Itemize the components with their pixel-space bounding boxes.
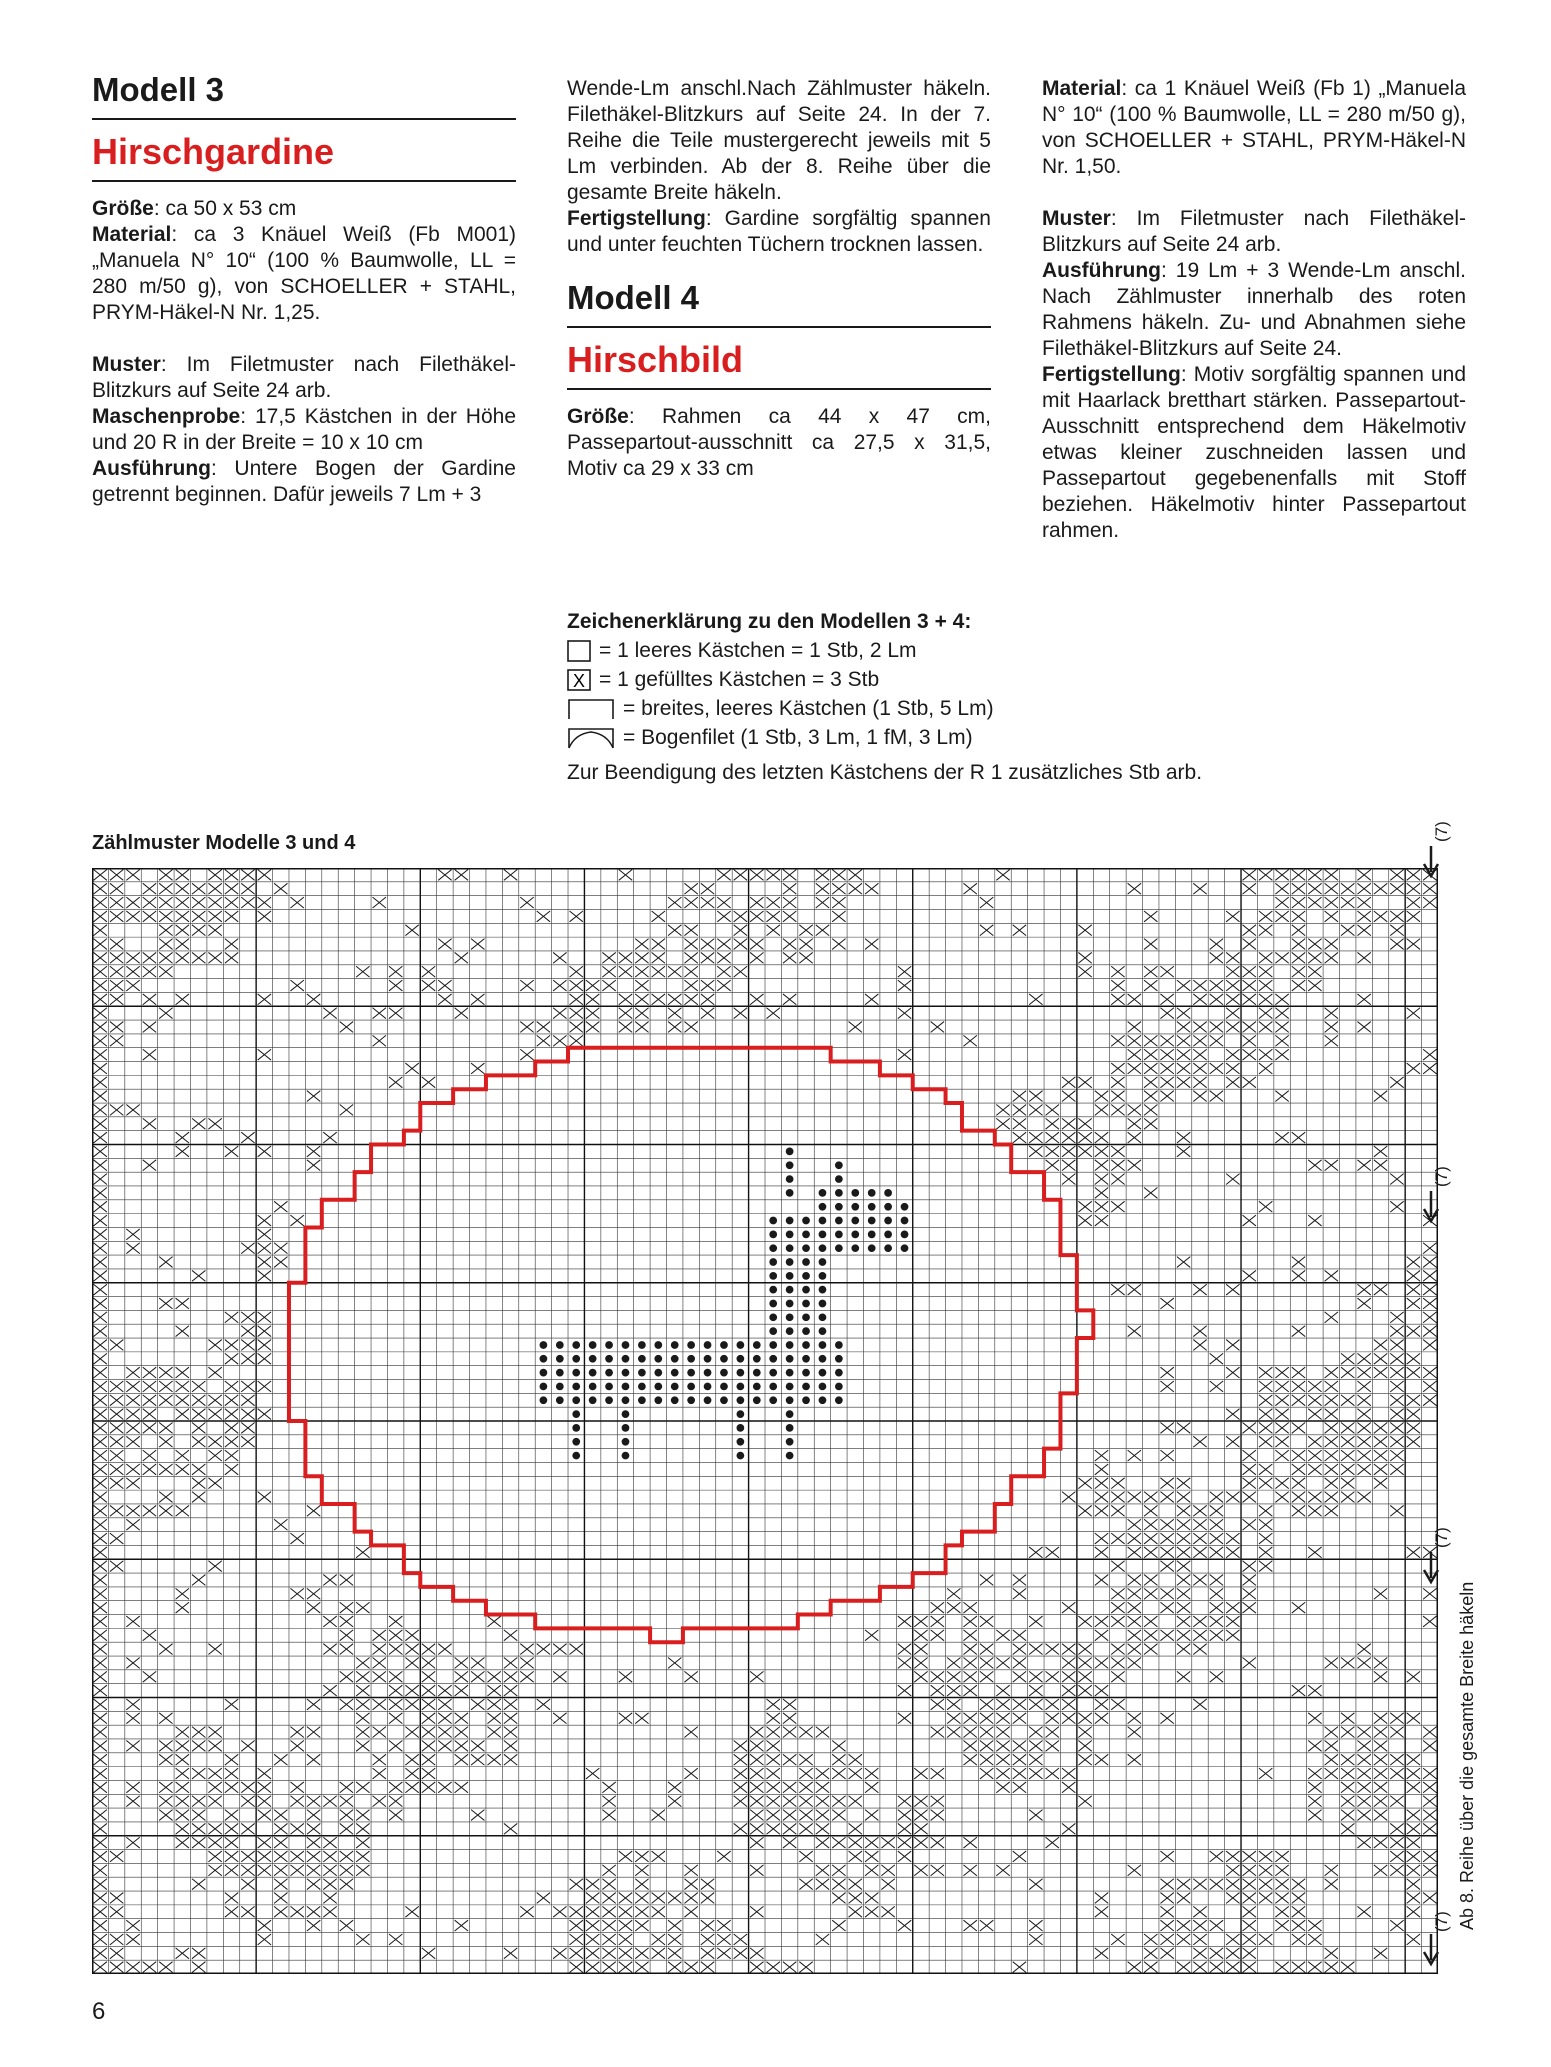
modell4-fertigstellung: Fertigstellung: Motiv sorgfältig spannen und mit Haarlack bretthart stärken. Passepartout-Ausschnitt entsprechend dem Häkelmotiv etwas kleiner zuschneiden lassen und Passepartout gegebenenfalls mit Stoff beziehen. Häkelmotiv hinter Passepartout rahmen.	[1042, 363, 1466, 542]
modell3-continuation-column	[567, 76, 991, 482]
modell3-ausfuehrung-cont: Wende-Lm anschl.Nach Zählmuster häkeln. Filethäkel-Blitzkurs auf Seite 24. In der 7. Reihe die Teile mustergerecht jeweils mit 5 Lm verbinden. Ab der 8. Reihe über die gesamte Breite häkeln.	[567, 77, 991, 204]
row-marker: (7)	[1432, 821, 1451, 842]
divider	[92, 118, 516, 120]
modell4-ausfuehrung: Ausführung: 19 Lm + 3 Wende-Lm anschl. Nach Zählmuster innerhalb des roten Rahmens häkeln. Zu- und Abnahmen siehe Filethäkel-Blitzkurs auf Seite 24.	[1042, 259, 1466, 360]
legend-note: Zur Beendigung des letzten Kästchens der R 1 zusätzliches Stb arb.	[567, 761, 1203, 784]
modell3-groesse: Größe: ca 50 x 53 cm	[92, 197, 297, 220]
modell4-title: Hirschbild	[567, 339, 744, 380]
legend-heading: Zeichenerklärung zu den Modellen 3 + 4:	[567, 610, 972, 633]
modell3-maschenprobe: Maschenprobe: 17,5 Kästchen in der Höhe und 20 R in der Breite = 10 x 10 cm	[92, 405, 516, 454]
modell4-material: Material: ca 1 Knäuel Weiß (Fb 1) „Manuela N° 10“ (100 % Baumwolle, LL = 280 m/50 g), von SCHOELLER + STAHL, PRYM-Häkel-N Nr. 1,50.	[1042, 77, 1466, 178]
down-arrow-icon	[1420, 1552, 1442, 1588]
page-number: 6	[92, 1998, 106, 2025]
filet-chart	[92, 868, 1438, 1974]
wide-box-icon	[567, 697, 617, 721]
down-arrow-icon	[1420, 1934, 1442, 1970]
modell4-groesse: Größe: Rahmen ca 44 x 47 cm, Passepartout-ausschnitt ca 27,5 x 31,5, Motiv ca 29 x 33 cm	[567, 405, 991, 480]
row-marker: (7)	[1432, 1911, 1451, 1932]
row-marker: (7)	[1432, 1166, 1451, 1187]
modell4-muster: Muster: Im Filetmuster nach Filethäkel-Blitzkurs auf Seite 24 arb.	[1042, 207, 1466, 256]
legend-item-wide: = breites, leeres Kästchen (1 Stb, 5 Lm)	[567, 694, 1202, 723]
modell3-material: Material: ca 3 Knäuel Weiß (Fb M001) „Manuela N° 10“ (100 % Baumwolle, LL = 280 m/50 g), von SCHOELLER + STAHL, PRYM-Häkel-N Nr. 1,25.	[92, 223, 516, 324]
divider	[567, 388, 991, 390]
modell3-heading: Modell 3	[92, 71, 225, 108]
chart-title: Zählmuster Modelle 3 und 4	[92, 832, 356, 854]
modell3-title: Hirschgardine	[92, 131, 335, 172]
modell4-heading: Modell 4	[567, 279, 700, 316]
modell3-muster: Muster: Im Filetmuster nach Filethäkel-Blitzkurs auf Seite 24 arb.	[92, 353, 516, 402]
symbol-legend	[567, 607, 1202, 787]
empty-box-icon	[567, 639, 593, 663]
modell3-column	[92, 70, 516, 508]
modell4-column	[1042, 76, 1466, 544]
arch-filet-icon	[567, 726, 617, 750]
down-arrow-icon	[1420, 846, 1442, 882]
divider	[92, 180, 516, 182]
legend-item-filled: X = 1 gefülltes Kästchen = 3 Stb	[567, 665, 1202, 694]
legend-item-arch: = Bogenfilet (1 Stb, 3 Lm, 1 fM, 3 Lm)	[567, 723, 1202, 752]
svg-text:X: X	[572, 670, 586, 691]
down-arrow-icon	[1420, 1191, 1442, 1227]
legend-item-empty: = 1 leeres Kästchen = 1 Stb, 2 Lm	[567, 636, 1202, 665]
modell3-ausfuehrung: Ausführung: Untere Bogen der Gardine getrennt beginnen. Dafür jeweils 7 Lm + 3	[92, 457, 516, 506]
row-marker: (7)	[1432, 1527, 1451, 1548]
divider	[567, 326, 991, 328]
modell3-fertigstellung: Fertigstellung: Gardine sorgfältig spannen und unter feuchten Tüchern trocknen lassen.	[567, 207, 991, 256]
filled-box-icon	[567, 668, 593, 692]
chart-side-note: Ab 8. Reihe über die gesamte Breite häkeln	[1457, 1581, 1477, 1930]
